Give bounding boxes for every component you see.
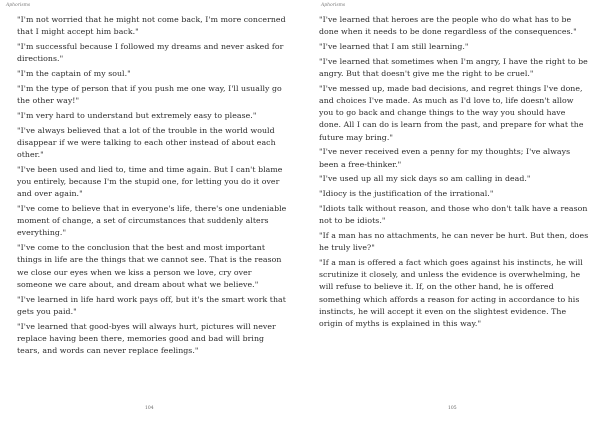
running-header: Aphorisms [6,3,31,8]
quote: "Idiocy is the justification of the irrational." [319,189,494,199]
quote: "I've been used and lied to, time and time again. But I can't blame you entirely, because I'm the stupid one, for letting you do it over and over again." [17,164,283,199]
page-number: 105 [448,406,457,411]
quote: "I've come to believe that in everyone's life, there's one undeniable moment of change, a set of circumstances that suddenly alters everything." [17,204,287,238]
quote: "I'm successful because I followed my dreams and never asked for directions." [17,42,284,64]
running-header: Aphorisms [321,3,346,8]
quote: "I've messed up, made bad decisions, and regret things I've done, and choices I've made. As much as I'd love to, life doesn't allow you to go back and change things to the way you should have done. All I can do is learn from the past, and prepare for what the future may bring." [319,83,584,142]
quote: "I've always believed that a lot of the trouble in the world would disappear if we were talking to each other instead of about each other." [17,125,276,159]
quote: "I'm not worried that he might not come back, I'm more concerned that I might accept him back." [17,15,286,37]
quote: "I'm the captain of my soul." [17,69,131,78]
quote: "I'm the type of person that if you push me one way, I'll usually go the other way!" [17,83,282,105]
quote-list [17,14,287,360]
page-number: 104 [145,406,154,411]
quote: "I've learned that heroes are the people who do what has to be done when it needs to be done regardless of the consequences." [319,15,577,37]
quote: "I'm very hard to understand but extremely easy to please." [17,110,257,120]
right-page [300,0,600,424]
quote: "I've come to the conclusion that the best and most important things in life are the things that we cannot see. That is the reason we close our eyes when we kiss a person we love, cry over someone we care about, and dream about what we believe." [17,243,282,289]
quote: "I've learned that I am still learning." [319,42,469,51]
quote: "I've learned that sometimes when I'm angry, I have the right to be angry. But that doesn't give me the right to be cruel." [319,56,588,78]
quote: "If a man has no attachments, he can never be hurt. But then, does he truly live?" [319,231,589,253]
quote-list [319,14,589,333]
quote: "Idiots talk without reason, and those who don't talk have a reason not to be idiots." [319,204,588,226]
quote: "If a man is offered a fact which goes against his instincts, he will scrutinize it closely, and unless the evidence is overwhelming, he will refuse to believe it. If, on the other hand, he is offered something which affords a reason for acting in accordance to his instincts, he will accept it even on the slightest evidence. The origin of myths is explained in this way." [319,258,583,329]
quote: "I've used up all my sick days so am calling in dead." [319,174,531,184]
quote: "I've learned in life hard work pays off, but it's the smart work that gets you paid." [17,294,286,316]
quote: "I've never received even a penny for my thoughts; I've always been a free-thinker." [319,147,571,169]
quote: "I've learned that good-byes will always hurt, pictures will never replace having been there, memories good and bad will bring tears, and words can never replace feelings." [17,321,276,356]
